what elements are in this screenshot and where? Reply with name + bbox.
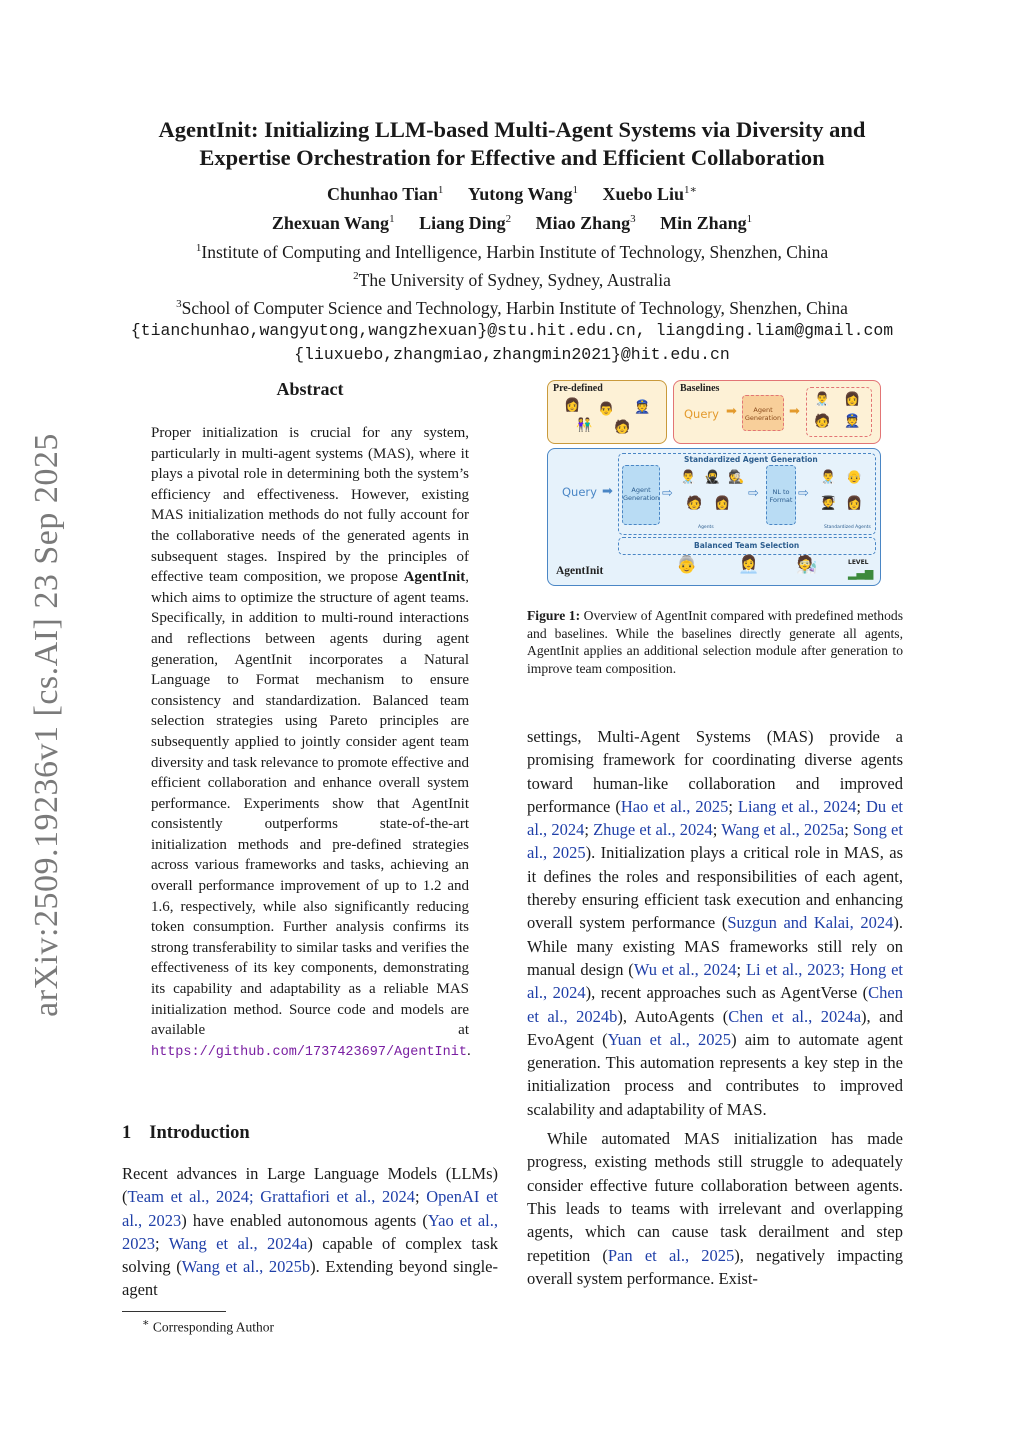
agent-figure-icon: 👩	[844, 392, 861, 407]
arrow-right-icon: ➡	[789, 404, 800, 419]
abstract-body: Proper initialization is crucial for any system, particularly in multi-agent systems (MAS), where it plays a pivotal role in determining both the system’s efficiency and effectiveness. However, existing MAS initialization methods do not fully account for the collaborative needs of the generated agents in subsequent stages. Inspired by the principles of effective team composition, we propose AgentInit, which aims to optimize the structure of agent teams. Specifically, in addition to multi-round interactions and reflections between agents during agent generation, AgentInit incorporates a Natural Language to Format mechanism to ensure consistency and standardization. Balanced team selection strategies using Pareto principles are subsequently applied to jointly consider agent team diversity and task relevance to promote effective and efficient collaboration and enhance overall system performance. Experiments show that AgentInit consistently outperforms state-of-the-art initialization methods and pre-defined strategies across various frameworks and tasks, achieving an overall performance improvement of up to 1.2 and 1.6, respectively, while also significantly reducing token consumption. Further analysis confirms its strong transferability to similar tasks and verifies the effectiveness of its key components, demonstrating its capability and adaptability as a reliable MAS initialization method. Source code and models are available at https://github.com/1737423697/AgentInit.	[151, 425, 471, 1060]
figure-1	[545, 378, 883, 588]
citation-link[interactable]: Yuan et al., 2025	[607, 1029, 732, 1049]
email-line-1: {tianchunhao,wangyutong,wangzhexuan}@stu.hit.edu.cn, liangding.liam@gmail.com	[130, 321, 894, 341]
citation-link[interactable]: Yao et al., 2023	[122, 1210, 498, 1253]
body-text-run: ), and EvoAgent (	[527, 1006, 903, 1049]
body-text-run: ;	[856, 796, 866, 816]
agent-figure-icon: 👩	[846, 496, 863, 511]
agent-figure-icon: 🧑	[686, 496, 703, 511]
author: Xuebo Liu$^{1∗}$	[602, 184, 697, 204]
arrow-right-icon: ⇨	[798, 486, 809, 501]
arrow-right-icon: ➡	[602, 484, 613, 499]
baselines-agent-generation-box: Agent Generation	[742, 395, 784, 431]
author-row-2	[0, 207, 1024, 236]
author: Chunhao Tian$^1$	[327, 184, 444, 204]
nl-to-format-box: NL to Format	[766, 465, 796, 525]
agent-figure-icon: 👫	[576, 418, 593, 433]
author: Liang Ding$^2$	[419, 213, 512, 233]
agent-figure-icon: 👨	[598, 402, 615, 417]
author: Miao Zhang$^3$	[535, 213, 636, 233]
body-text-run: ;	[584, 820, 594, 840]
agentinit-panel	[547, 448, 881, 586]
citation-link[interactable]: Suzgun and Kalai, 2024	[727, 913, 894, 933]
agent-figure-icon: 👴	[846, 470, 863, 485]
body-text-run: While automated MAS initialization has made progress, existing methods still struggle to adequately consider effective future collaboration between agents. This leads to teams with irrelevant and overlapping agents, which can cause task derailment and step repetition (	[527, 1129, 903, 1265]
agent-figure-icon: 👨‍⚕️	[820, 470, 837, 485]
affiliation: $^3$School of Computer Science and Technology, Harbin Institute of Technology, Shenzhen, China	[176, 297, 848, 318]
body-text-run: ) capable of complex task solving (	[122, 1233, 498, 1277]
baselines-label: Baselines	[680, 383, 720, 394]
figure-caption: Figure 1: Overview of AgentInit compared with predefined methods and baselines. While the baselines directly generate all agents, AgentInit applies an additional selection module after generation to improve team composition.	[527, 608, 903, 676]
body-text-run: ) have enabled autonomous agents (	[181, 1210, 428, 1230]
agent-figure-icon: 🧑‍🎓	[820, 496, 837, 511]
arxiv-identifier-stamp: arXiv:2509.19236v1 [cs.AI] 23 Sep 2025	[28, 433, 65, 1017]
body-text-run: ;	[155, 1233, 169, 1253]
author: Yutong Wang$^1$	[467, 184, 578, 204]
title-line-1: AgentInit: Initializing LLM-based Multi-Agent Systems via Diversity and	[158, 117, 866, 142]
citation-link[interactable]: Chen et al., 2024b	[527, 983, 903, 1026]
agent-generation-box: Agent Generation	[622, 465, 660, 525]
title-line-2: Expertise Orchestration for Effective and Efficient Collaboration	[199, 145, 825, 170]
agent-figure-icon: 👵	[676, 555, 698, 575]
citation-link[interactable]: Pan et al., 2025	[607, 1245, 735, 1265]
citation-link[interactable]: Zhuge et al., 2024	[593, 820, 713, 840]
signal-level-icon: ▂▄▆	[848, 567, 874, 580]
introduction-paragraph	[122, 1162, 498, 1302]
body-text-run: ), recent approaches such as AgentVerse (	[585, 983, 869, 1003]
agent-figure-icon: 🧑	[814, 414, 831, 429]
citation-link[interactable]: OpenAI et al., 2023	[122, 1187, 498, 1230]
agentinit-query-label: Query	[562, 485, 597, 499]
body-text-run: ). Initialization plays a critical role in MAS, as it defines the roles and responsibilities of each agent, thereby ensuring efficient task execution and enhancing overall system performance (	[527, 843, 903, 933]
author-list	[0, 178, 1024, 236]
standardized-agents-tiny-label: Standardized Agents	[824, 525, 871, 530]
body-text-run: ), AutoAgents (	[617, 1006, 729, 1026]
agent-figure-icon: 👮	[634, 400, 651, 415]
abstract-heading: Abstract	[276, 379, 344, 399]
body-text-run: ), negatively impacting overall system performance. Exist-	[527, 1245, 903, 1288]
citation-link[interactable]: Wang et al., 2025a	[721, 820, 845, 840]
footnote: ∗ Corresponding Author	[142, 1317, 274, 1335]
agent-figure-icon: 🧑	[614, 420, 631, 435]
level-label: LEVEL	[848, 559, 869, 566]
agent-figure-icon: 🕵️	[728, 470, 745, 485]
citation-link[interactable]: Wu et al., 2024	[633, 959, 737, 979]
balanced-selection-label: Balanced Team Selection	[694, 541, 800, 550]
predefined-label: Pre-defined	[553, 383, 603, 394]
body-text-run: ;	[728, 796, 738, 816]
agent-figure-icon: 👩‍💼	[738, 555, 760, 575]
agent-figure-icon: 👩	[564, 398, 581, 413]
agent-figure-icon: 🧑‍🔬	[796, 555, 818, 575]
citation-link[interactable]: Wang et al., 2025b	[181, 1257, 311, 1277]
footnote-rule	[122, 1311, 226, 1312]
baselines-query-label: Query	[684, 407, 719, 421]
paper-header	[0, 116, 1024, 367]
arrow-right-icon: ⇨	[662, 486, 673, 501]
baselines-panel	[673, 380, 881, 444]
body-text-run: settings, Multi-Agent Systems (MAS) provide a promising framework for coordinating diverse agents toward human-like collaboration and improved performance (	[527, 727, 903, 816]
author: Zhexuan Wang$^1$	[271, 213, 395, 233]
affiliation: $^1$Institute of Computing and Intelligence, Harbin Institute of Technology, Shenzhen, China	[195, 241, 829, 262]
agent-figure-icon: 👮	[844, 414, 861, 429]
citation-link[interactable]: Song et al., 2025	[527, 820, 903, 863]
body-text-run: ;	[844, 820, 853, 840]
body-text-run: ) aim to automate agent generation. This automation represents a key step in the initialization process and contributes to improved scalability and adaptability of MAS.	[527, 1029, 904, 1119]
agent-figure-icon: 🥷	[704, 470, 721, 485]
agentinit-label: AgentInit	[556, 565, 604, 577]
body-text-run: ). While many existing MAS frameworks still rely on manual design (	[527, 913, 903, 979]
right-column-body	[527, 725, 903, 1290]
body-text-run: ;	[712, 820, 722, 840]
agent-figure-icon: 👨‍⚕️	[814, 392, 831, 407]
predefined-panel	[547, 380, 667, 444]
citation-link[interactable]: Team et al., 2024; Grattafiori et al., 2024	[127, 1187, 415, 1207]
citation-link[interactable]: Chen et al., 2024a	[728, 1006, 862, 1026]
author: Min Zhang$^1$	[660, 213, 753, 233]
citation-link[interactable]: Wang et al., 2024a	[168, 1233, 308, 1253]
method-name: AgentInit	[403, 569, 466, 586]
email-line-2: {liuxuebo,zhangmiao,zhangmin2021}@hit.edu.cn	[294, 345, 730, 365]
citation-link[interactable]: Li et al., 2023; Hong et al., 2024	[527, 959, 904, 1003]
agent-figure-icon: 👩	[714, 496, 731, 511]
author-row-1	[0, 178, 1024, 207]
body-text-run: ). Extending beyond single-agent	[122, 1257, 498, 1300]
arrow-right-icon: ⇨	[748, 486, 759, 501]
repository-link[interactable]: https://github.com/1737423697/AgentInit	[151, 1044, 467, 1060]
citation-link[interactable]: Hao et al., 2025	[620, 796, 729, 816]
standardized-generation-label: Standardized Agent Generation	[684, 455, 818, 464]
body-text-run: ;	[414, 1187, 427, 1207]
body-text-run: ;	[736, 959, 746, 979]
agents-tiny-label: Agents	[698, 525, 714, 530]
arrow-right-icon: ➡	[726, 404, 737, 419]
paper-title	[0, 116, 1024, 172]
citation-link[interactable]: Liang et al., 2024	[737, 796, 857, 816]
agent-figure-icon: 👨‍⚕️	[680, 470, 697, 485]
affiliation: $^2$The University of Sydney, Sydney, Australia	[353, 269, 671, 290]
citation-link[interactable]: Du et al., 2024	[527, 796, 903, 840]
body-text-run: Recent advances in Large Language Models (LLMs) (	[122, 1164, 498, 1207]
introduction-heading: 1 Introduction	[122, 1123, 250, 1143]
